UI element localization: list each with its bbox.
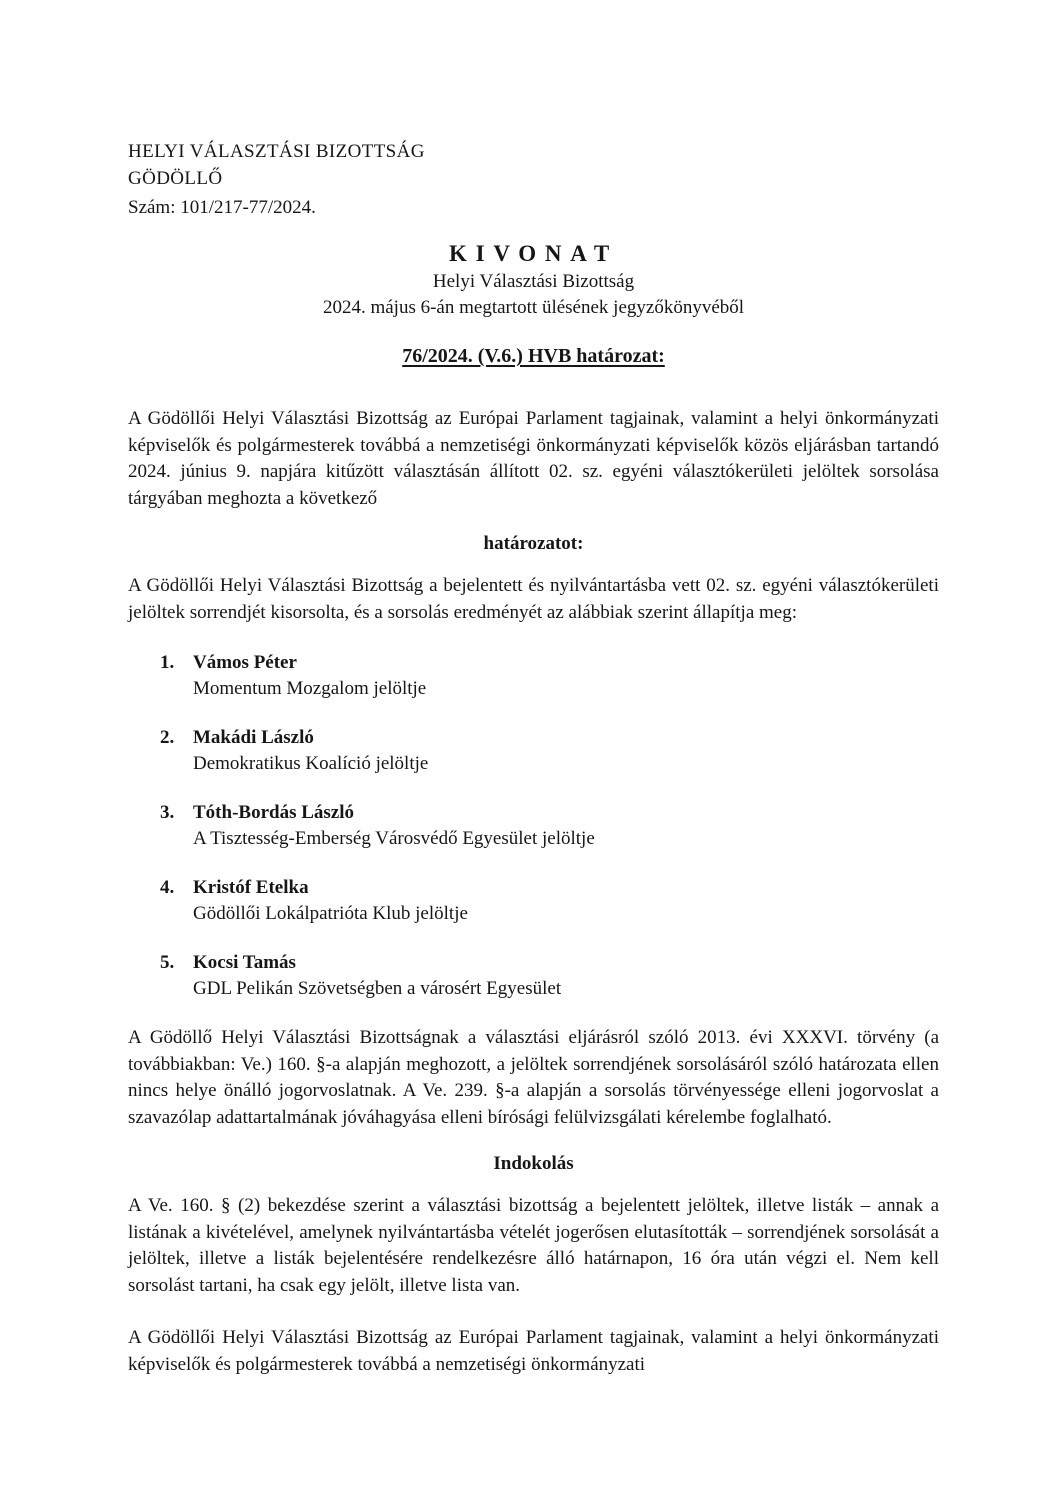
document-header	[128, 138, 939, 221]
candidate-nominator: Demokratikus Koalíció jelöltje	[193, 753, 429, 774]
list-item	[160, 800, 939, 852]
candidate-nominator: A Tisztesség-Emberség Városvédő Egyesület jelöltje	[193, 828, 595, 849]
list-item	[160, 875, 939, 927]
candidate-list	[128, 650, 939, 1002]
candidate-entry	[193, 725, 428, 777]
candidate-entry	[193, 650, 426, 702]
candidate-number: 1.	[160, 652, 175, 673]
hatarozatot-heading: határozatot:	[483, 533, 584, 554]
candidate-number: 5.	[160, 952, 175, 973]
document-title: KIVONAT	[449, 241, 618, 266]
organization-name-line1: HELYI VÁLASZTÁSI BIZOTTSÁG	[128, 141, 425, 162]
candidate-number: 4.	[160, 877, 175, 898]
list-item	[160, 650, 939, 702]
candidate-number: 2.	[160, 727, 175, 748]
document-number: Szám: 101/217-77/2024.	[128, 197, 316, 218]
decision-number-heading: 76/2024. (V.6.) HVB határozat:	[402, 345, 665, 367]
candidate-name: Makádi László	[193, 727, 314, 748]
title-block	[128, 239, 939, 321]
paragraph-decision-body: A Gödöllői Helyi Választási Bizottság a bejelentett és nyilvántartásba vett 02. sz. egyéni választókerületi jelöltek sorrendjét kisorsolta, és a sorsolás eredményét az alábbiak szerint állapítja meg:	[128, 575, 939, 623]
candidate-nominator: GDL Pelikán Szövetségben a városért Egyesület	[193, 978, 562, 999]
candidate-entry	[193, 950, 561, 1002]
paragraph-legal-remedy: A Gödöllő Helyi Választási Bizottságnak a választási eljárásról szóló 2013. évi XXXVI. törvény (a továbbiakban: Ve.) 160. §-a alapján meghozott, a jelöltek sorrendjének sorsolásáról szóló határozata ellen nincs helye önálló jogorvoslatnak. A Ve. 239. §-a alapján a sorsolás törvényessége elleni jogorvoslat a szavazólap adattartalmának jóváhagyása elleni bírósági felülvizsgálati kérelembe foglalható.	[128, 1027, 939, 1128]
document-subtitle-committee: Helyi Választási Bizottság	[432, 271, 635, 292]
document-subtitle-session: 2024. május 6-án megtartott ülésének jegyzőkönyvéből	[322, 297, 745, 318]
list-item	[160, 725, 939, 777]
indokolas-heading: Indokolás	[493, 1153, 574, 1174]
candidate-name: Vámos Péter	[193, 652, 297, 673]
candidate-name: Kocsi Tamás	[193, 952, 296, 973]
candidate-number: 3.	[160, 802, 175, 823]
candidate-entry	[193, 800, 595, 852]
paragraph-closing: A Gödöllői Helyi Választási Bizottság az Európai Parlament tagjainak, valamint a helyi önkormányzati képviselők és polgármesterek továbbá a nemzetiségi önkormányzati	[128, 1327, 939, 1375]
candidate-nominator: Momentum Mozgalom jelöltje	[193, 678, 427, 699]
candidate-name: Tóth-Bordás László	[193, 802, 354, 823]
candidate-nominator: Gödöllői Lokálpatrióta Klub jelöltje	[193, 903, 468, 924]
candidate-entry	[193, 875, 468, 927]
list-item	[160, 950, 939, 1002]
organization-name-line2: GÖDÖLLŐ	[128, 168, 223, 189]
candidate-name: Kristóf Etelka	[193, 877, 309, 898]
paragraph-justification: A Ve. 160. § (2) bekezdése szerint a választási bizottság a bejelentett jelöltek, illetve listák – annak a listának a kivételével, amelynek nyilvántartásba vételét jogerősen elutasították – sorrendjének sorsolását a jelöltek, illetve a listák bejelentésére rendelkezésre álló határnapon, 16 óra után végzi el. Nem kell sorsolást tartani, ha csak egy jelölt, illetve lista van.	[128, 1195, 939, 1296]
paragraph-intro: A Gödöllői Helyi Választási Bizottság az Európai Parlament tagjainak, valamint a helyi önkormányzati képviselők és polgármesterek továbbá a nemzetiségi önkormányzati képviselők közös eljárásban tartandó 2024. június 9. napjára kitűzött választásán állított 02. sz. egyéni választókerületi jelöltek sorsolása tárgyában meghozta a következő	[128, 408, 939, 509]
